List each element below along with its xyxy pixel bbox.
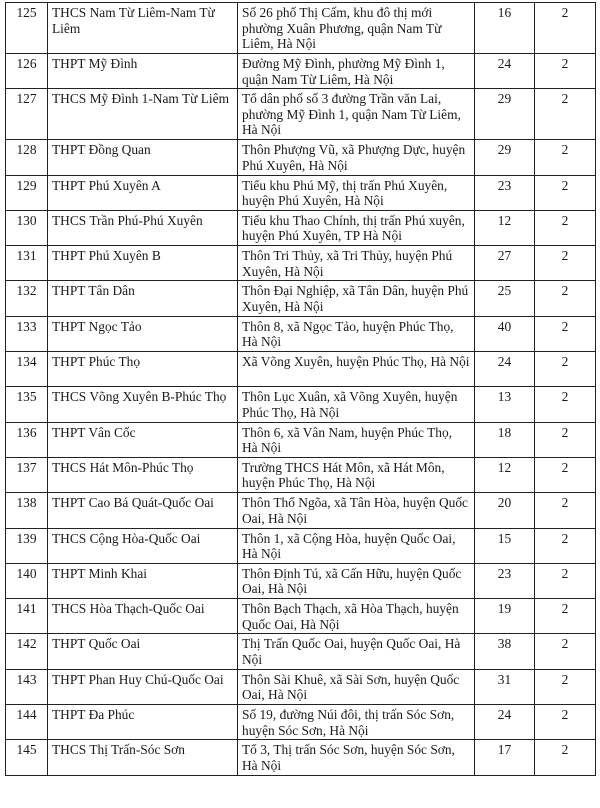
school-name-cell: THCS Nam Từ Liêm-Nam Từ Liêm: [48, 3, 238, 54]
row-number-cell: 145: [6, 740, 48, 775]
row-number-cell: 138: [6, 493, 48, 528]
count-b-cell: 2: [535, 528, 596, 563]
count-b-cell: 2: [535, 599, 596, 634]
table-row: [6, 3, 596, 54]
count-a-cell: 12: [475, 457, 535, 492]
school-address-cell: Thôn Thổ Ngõa, xã Tân Hòa, huyện Quốc Oai, Hà Nội: [238, 493, 475, 528]
school-name-cell: THCS Hát Môn-Phúc Thọ: [48, 457, 238, 492]
row-number-cell: 128: [6, 140, 48, 175]
school-address-cell: Thôn 1, xã Cộng Hòa, huyện Quốc Oai, Hà Nội: [238, 528, 475, 563]
table-row: [6, 210, 596, 245]
table-row: [6, 352, 596, 387]
count-b-cell: 2: [535, 246, 596, 281]
school-address-cell: Thôn Bạch Thạch, xã Hòa Thạch, huyện Quốc Oai, Hà Nội: [238, 599, 475, 634]
row-number-cell: 125: [6, 3, 48, 54]
school-name-cell: THPT Cao Bá Quát-Quốc Oai: [48, 493, 238, 528]
count-a-cell: 29: [475, 89, 535, 140]
row-number-cell: 143: [6, 669, 48, 704]
count-b-cell: 2: [535, 457, 596, 492]
count-b-cell: 2: [535, 3, 596, 54]
row-number-cell: 127: [6, 89, 48, 140]
row-number-cell: 137: [6, 457, 48, 492]
school-name-cell: THPT Phú Xuyên A: [48, 175, 238, 210]
school-address-cell: Thôn 8, xã Ngọc Tảo, huyện Phúc Thọ, Hà Nội: [238, 316, 475, 351]
count-a-cell: 18: [475, 422, 535, 457]
school-name-cell: THCS Thị Trấn-Sóc Sơn: [48, 740, 238, 775]
school-name-cell: THPT Ngọc Tảo: [48, 316, 238, 351]
row-number-cell: 134: [6, 352, 48, 387]
count-b-cell: 2: [535, 669, 596, 704]
school-name-cell: THPT Phúc Thọ: [48, 352, 238, 387]
school-name-cell: THPT Quốc Oai: [48, 634, 238, 669]
school-address-cell: Tổ dân phố số 3 đường Trần văn Lai, phường Mỹ Đình 1, quận Nam Từ Liêm, Hà Nội: [238, 89, 475, 140]
row-number-cell: 136: [6, 422, 48, 457]
school-name-cell: THPT Tân Dân: [48, 281, 238, 316]
row-number-cell: 132: [6, 281, 48, 316]
count-b-cell: 2: [535, 387, 596, 422]
count-a-cell: 40: [475, 316, 535, 351]
school-address-cell: Tiểu khu Phú Mỹ, thị trấn Phú Xuyên, huyện Phú Xuyên, Hà Nội: [238, 175, 475, 210]
school-address-cell: Tổ 3, Thị trấn Sóc Sơn, huyện Sóc Sơn, Hà Nội: [238, 740, 475, 775]
count-a-cell: 38: [475, 634, 535, 669]
school-address-cell: Số 19, đường Núi đôi, thị trấn Sóc Sơn, huyện Sóc Sơn, Hà Nội: [238, 705, 475, 740]
count-a-cell: 13: [475, 387, 535, 422]
count-b-cell: 2: [535, 316, 596, 351]
row-number-cell: 141: [6, 599, 48, 634]
count-a-cell: 15: [475, 528, 535, 563]
table-row: [6, 563, 596, 598]
count-a-cell: 19: [475, 599, 535, 634]
count-b-cell: 2: [535, 210, 596, 245]
table-row: [6, 669, 596, 704]
table-row: [6, 634, 596, 669]
table-row: [6, 422, 596, 457]
table-row: [6, 316, 596, 351]
row-number-cell: 131: [6, 246, 48, 281]
school-name-cell: THPT Đa Phúc: [48, 705, 238, 740]
school-address-cell: Thôn Lục Xuân, xã Võng Xuyên, huyện Phúc Thọ, Hà Nội: [238, 387, 475, 422]
count-b-cell: 2: [535, 54, 596, 89]
count-b-cell: 2: [535, 634, 596, 669]
count-a-cell: 24: [475, 705, 535, 740]
school-name-cell: THCS Võng Xuyên B-Phúc Thọ: [48, 387, 238, 422]
table-row: [6, 54, 596, 89]
school-address-cell: Xã Võng Xuyên, huyện Phúc Thọ, Hà Nội: [238, 352, 475, 387]
school-name-cell: THCS Mỹ Đình 1-Nam Từ Liêm: [48, 89, 238, 140]
count-a-cell: 20: [475, 493, 535, 528]
count-a-cell: 24: [475, 352, 535, 387]
school-address-cell: Đường Mỹ Đình, phường Mỹ Đình 1, quận Nam Từ Liêm, Hà Nội: [238, 54, 475, 89]
count-a-cell: 16: [475, 3, 535, 54]
school-address-cell: Thôn Định Tú, xã Cấn Hữu, huyện Quốc Oai, Hà Nội: [238, 563, 475, 598]
school-address-cell: Thị Trấn Quốc Oai, huyện Quốc Oai, Hà Nội: [238, 634, 475, 669]
row-number-cell: 129: [6, 175, 48, 210]
count-a-cell: 31: [475, 669, 535, 704]
table-row: [6, 457, 596, 492]
table-row: [6, 175, 596, 210]
table-row: [6, 281, 596, 316]
count-b-cell: 2: [535, 89, 596, 140]
count-b-cell: 2: [535, 740, 596, 775]
school-name-cell: THPT Phú Xuyên B: [48, 246, 238, 281]
count-b-cell: 2: [535, 705, 596, 740]
school-address-cell: Thôn Phượng Vũ, xã Phượng Dực, huyện Phú Xuyên, Hà Nội: [238, 140, 475, 175]
table-row: [6, 246, 596, 281]
table-row: [6, 140, 596, 175]
school-address-cell: Số 26 phố Thị Cấm, khu đô thị mới phường Xuân Phương, quận Nam Từ Liêm, Hà Nội: [238, 3, 475, 54]
row-number-cell: 135: [6, 387, 48, 422]
count-a-cell: 24: [475, 54, 535, 89]
row-number-cell: 144: [6, 705, 48, 740]
row-number-cell: 140: [6, 563, 48, 598]
table-row: [6, 528, 596, 563]
count-a-cell: 23: [475, 175, 535, 210]
row-number-cell: 130: [6, 210, 48, 245]
count-a-cell: 25: [475, 281, 535, 316]
school-address-cell: Thôn Đại Nghiệp, xã Tân Dân, huyện Phú Xuyên, Hà Nội: [238, 281, 475, 316]
table-row: [6, 89, 596, 140]
table-row: [6, 740, 596, 775]
school-address-cell: Thôn Tri Thủy, xã Tri Thủy, huyện Phú Xuyên, Hà Nội: [238, 246, 475, 281]
school-name-cell: THPT Vân Cốc: [48, 422, 238, 457]
count-a-cell: 27: [475, 246, 535, 281]
row-number-cell: 126: [6, 54, 48, 89]
school-name-cell: THPT Đồng Quan: [48, 140, 238, 175]
table-body: [6, 3, 596, 776]
table-row: [6, 705, 596, 740]
count-a-cell: 23: [475, 563, 535, 598]
school-name-cell: THCS Cộng Hòa-Quốc Oai: [48, 528, 238, 563]
school-name-cell: THCS Trần Phú-Phú Xuyên: [48, 210, 238, 245]
row-number-cell: 139: [6, 528, 48, 563]
table-row: [6, 493, 596, 528]
count-b-cell: 2: [535, 140, 596, 175]
row-number-cell: 142: [6, 634, 48, 669]
row-number-cell: 133: [6, 316, 48, 351]
school-address-cell: Tiểu khu Thao Chính, thị trấn Phú xuyên, huyện Phú Xuyên, TP Hà Nội: [238, 210, 475, 245]
table-row: [6, 387, 596, 422]
table-row: [6, 599, 596, 634]
count-a-cell: 29: [475, 140, 535, 175]
school-name-cell: THCS Hòa Thạch-Quốc Oai: [48, 599, 238, 634]
school-address-cell: Trường THCS Hát Môn, xã Hát Môn, huyện Phúc Thọ, Hà Nội: [238, 457, 475, 492]
count-b-cell: 2: [535, 352, 596, 387]
schools-table: [5, 2, 596, 776]
count-b-cell: 2: [535, 563, 596, 598]
count-b-cell: 2: [535, 493, 596, 528]
school-name-cell: THPT Minh Khai: [48, 563, 238, 598]
count-b-cell: 2: [535, 175, 596, 210]
count-a-cell: 17: [475, 740, 535, 775]
count-b-cell: 2: [535, 422, 596, 457]
count-a-cell: 12: [475, 210, 535, 245]
school-address-cell: Thôn 6, xã Vân Nam, huyện Phúc Thọ, Hà Nội: [238, 422, 475, 457]
school-address-cell: Thôn Sài Khuê, xã Sài Sơn, huyện Quốc Oai, Hà Nội: [238, 669, 475, 704]
school-name-cell: THPT Phan Huy Chú-Quốc Oai: [48, 669, 238, 704]
school-name-cell: THPT Mỹ Đình: [48, 54, 238, 89]
count-b-cell: 2: [535, 281, 596, 316]
